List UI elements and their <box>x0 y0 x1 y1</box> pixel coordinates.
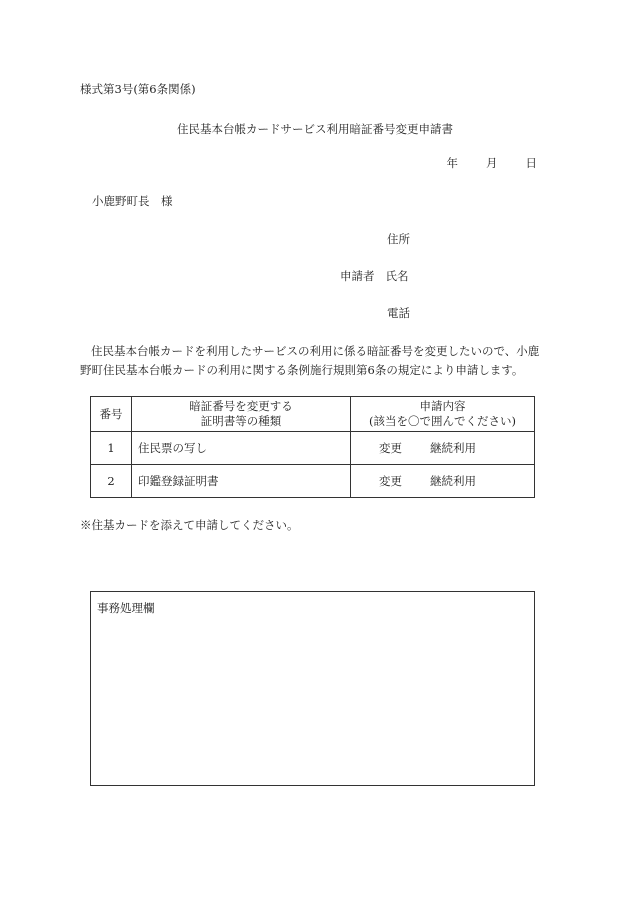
row-number: 2 <box>91 465 132 498</box>
date-day-label: 日 <box>525 156 537 170</box>
phone-label: 電話 <box>387 306 410 320</box>
table-header-row <box>91 397 535 432</box>
row-options <box>351 465 535 498</box>
row-certificate: 住民票の写し <box>132 432 351 465</box>
header-certificate-type <box>132 397 351 432</box>
applicant-name-line <box>340 268 409 284</box>
request-table <box>90 396 535 498</box>
header-content-line1: 申請内容 <box>419 399 466 413</box>
header-content-line2: (該当を〇で囲んでください) <box>369 414 516 428</box>
form-number: 様式第3号(第6条関係) <box>80 82 196 96</box>
date-month-label: 月 <box>486 156 498 170</box>
row-number: 1 <box>91 432 132 465</box>
option-change[interactable]: 変更 <box>379 441 402 455</box>
applicant-label: 申請者 <box>340 269 375 283</box>
document-title: 住民基本台帳カードサービス利用暗証番号変更申請書 <box>177 122 453 136</box>
request-statement: 住民基本台帳カードを利用したサービスの利用に係る暗証番号を変更したいので、小鹿野町住民基本台帳カードの利用に関する条例施行規則第6条の規定により申請します。 <box>80 344 540 377</box>
table-row <box>91 465 535 498</box>
addressee: 小鹿野町長 様 <box>92 194 173 208</box>
note: ※住基カードを添えて申請してください。 <box>80 518 299 532</box>
row-certificate: 印鑑登録証明書 <box>132 465 351 498</box>
date-line <box>447 155 538 171</box>
address-label: 住所 <box>387 232 410 246</box>
option-continue[interactable]: 継続利用 <box>430 474 476 488</box>
office-use-label: 事務処理欄 <box>97 601 155 615</box>
header-request-content <box>351 397 535 432</box>
option-continue[interactable]: 継続利用 <box>430 441 476 455</box>
name-label: 氏名 <box>385 269 409 283</box>
office-use-box <box>90 591 535 786</box>
header-certificate-line1: 暗証番号を変更する <box>189 399 293 413</box>
table-row <box>91 432 535 465</box>
header-certificate-line2: 証明書等の種類 <box>200 414 282 428</box>
option-change[interactable]: 変更 <box>379 474 402 488</box>
row-options <box>351 432 535 465</box>
date-year-label: 年 <box>446 156 458 170</box>
header-number: 番号 <box>91 397 132 432</box>
